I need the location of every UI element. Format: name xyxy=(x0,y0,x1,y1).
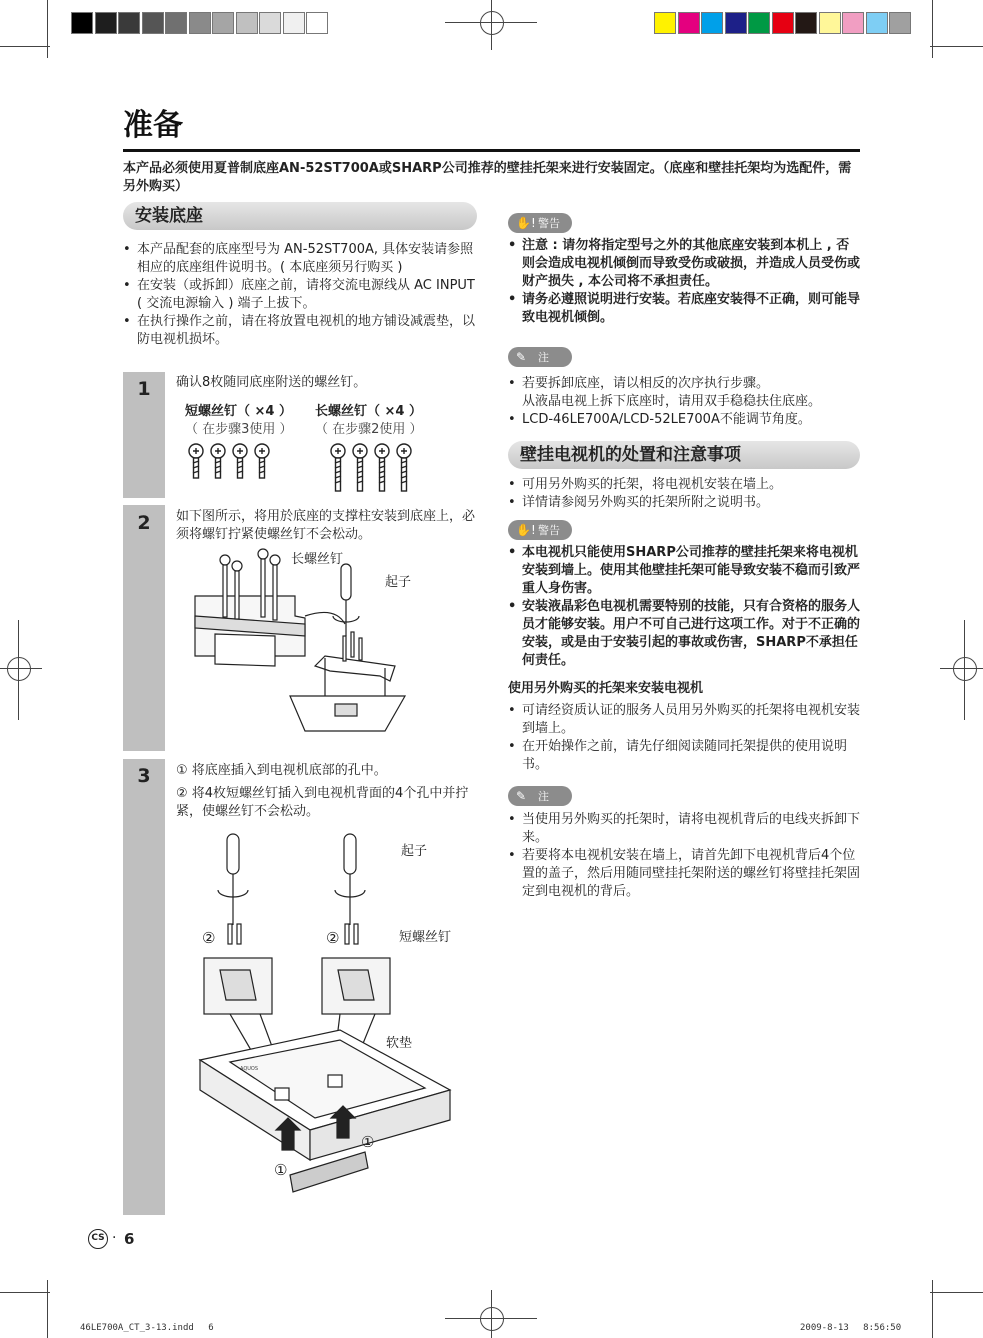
section-header-wall: 壁挂电视机的处置和注意事项 xyxy=(508,441,860,469)
stand-bullet: • 在安装（或拆卸）底座之前，请将交流电源线从 AC INPUT ( 交流电源输入 ) 端子上拔下。 xyxy=(123,277,475,313)
label-screwdriver: 起子 xyxy=(385,575,412,590)
label-short-screw: 短螺丝钉 xyxy=(399,930,452,945)
page-number: 6 xyxy=(124,1230,135,1248)
marker-1b: ① xyxy=(361,1133,375,1151)
gray-swatch xyxy=(306,12,328,34)
gray-swatch xyxy=(236,12,258,34)
long-screws-icon xyxy=(325,443,417,495)
note-1-list xyxy=(508,375,868,429)
color-swatch xyxy=(819,12,841,34)
gray-swatch xyxy=(95,12,117,34)
page-separator: · xyxy=(112,1230,117,1246)
step-3-number: 3 xyxy=(137,765,151,787)
gray-swatch xyxy=(212,12,234,34)
stand-bullet: • 本产品配套的底座型号为 AN-52ST700A, 具体安装请参照相应的底座组件说明书。( 本底座须另行购买 ) xyxy=(123,241,475,277)
warning-item: • 安装液晶彩色电视机需要特别的技能，只有合资格的服务人员才能够安装。用户不可自己进行这项工作。对于不正确的安装，或是由于安装引起的事故或伤害，SHARP不承担任何责任。 xyxy=(508,598,860,670)
step-3-sub-2: ② 将4枚短螺丝钉插入到电视机背面的4个孔中并拧紧，使螺丝钉不会松动。 xyxy=(176,786,469,819)
page-title: 准备 xyxy=(123,108,183,143)
title-rule xyxy=(123,149,860,152)
color-swatch xyxy=(748,12,770,34)
long-screw-title: 长螺丝钉（ ×4 ） xyxy=(315,404,422,419)
step-2-text: 如下图所示，将用於底座的支撑柱安装到底座上，必须将螺钉拧紧使螺丝钉不会松动。 xyxy=(176,509,476,542)
footer-timestamp: 2009-8-13 8:56:50 xyxy=(800,1323,902,1333)
step-2-number: 2 xyxy=(137,512,151,534)
gray-swatch xyxy=(259,12,281,34)
section-header-stand: 安装底座 xyxy=(123,202,477,230)
tv-brand-text: AQUOS xyxy=(240,1066,259,1072)
bracket-bullets xyxy=(508,702,860,774)
long-screw-sub: （ 在步骤2使用 ） xyxy=(315,422,423,437)
stand-bullet: • 在执行操作之前，请在将放置电视机的地方铺设减震垫，以防电视机损坏。 xyxy=(123,313,475,349)
note-badge-1: ✎ 注 xyxy=(508,347,572,367)
note-badge-2: ✎ 注 xyxy=(508,786,572,806)
bracket-bullet: • 可请经资质认证的服务人员用另外购买的托架将电视机安装到墙上。 xyxy=(508,702,860,738)
note-item: • 当使用另外购买的托架时，请将电视机背后的电线夹拆卸下来。 xyxy=(508,811,860,847)
language-badge: CS xyxy=(88,1229,108,1249)
intro-text: 本产品必须使用夏普制底座AN-52ST700A或SHARP公司推荐的壁挂托架来进行安装固定。（底座和壁挂托架均为选配件，需另外购买） xyxy=(123,161,852,194)
marker-1a: ① xyxy=(274,1161,288,1179)
color-swatch xyxy=(654,12,676,34)
color-swatch xyxy=(772,12,794,34)
marker-2b: ② xyxy=(326,929,340,947)
wall-bullet: • 可用另外购买的托架，将电视机安装在墙上。 xyxy=(508,476,860,494)
color-swatch xyxy=(795,12,817,34)
marker-2a: ② xyxy=(202,929,216,947)
color-swatch xyxy=(889,12,911,34)
color-swatch xyxy=(725,12,747,34)
subheading-bracket: 使用另外购买的托架来安装电视机 xyxy=(508,681,704,696)
warning-2-list xyxy=(508,544,860,670)
color-swatch xyxy=(842,12,864,34)
stand-bullets xyxy=(123,241,475,349)
tv-stand-mount-illustration xyxy=(190,830,460,1210)
note-item: • 若要将本电视机安装在墙上，请首先卸下电视机背后4个位置的盖子，然后用随同壁挂托架附送的螺丝钉将壁挂托架固定到电视机的背后。 xyxy=(508,847,860,901)
step-2-bar xyxy=(123,505,165,751)
color-swatch xyxy=(866,12,888,34)
label-pad: 软垫 xyxy=(386,1036,413,1051)
step-3-bar xyxy=(123,759,165,1215)
wall-bullets xyxy=(508,476,860,512)
gray-swatch xyxy=(189,12,211,34)
warning-item: • 注意 : 请勿将指定型号之外的其他底座安装到本机上 , 否则会造成电视机倾倒而导致受伤或破损，并造成人员受伤或财产损失 , 本公司将不承担责任。 xyxy=(508,237,860,291)
color-swatch xyxy=(701,12,723,34)
pencil-icon: ✎ xyxy=(516,350,527,364)
short-screw-sub: （ 在步骤3使用 ） xyxy=(185,422,293,437)
wall-bullet: • 详情请参阅另外购买的托架所附之说明书。 xyxy=(508,494,860,512)
note-2-list xyxy=(508,811,860,901)
gray-swatch xyxy=(283,12,305,34)
hand-warning-icon: ✋! xyxy=(516,523,536,537)
note-item: • 若要拆卸底座，请以相反的次序执行步骤。 xyxy=(508,375,868,393)
warning-item: • 本电视机只能使用SHARP公司推荐的壁挂托架来将电视机安装到墙上。使用其他壁挂托架可能导致安装不稳而引致严重人身伤害。 xyxy=(508,544,860,598)
step-1-number: 1 xyxy=(137,378,151,400)
warning-badge-1: ✋! 警告 xyxy=(508,213,572,233)
warning-1-list xyxy=(508,237,860,327)
note-item: • LCD-46LE700A/LCD-52LE700A不能调节角度。 xyxy=(508,411,868,429)
gray-swatch xyxy=(118,12,140,34)
gray-swatch xyxy=(71,12,93,34)
warning-item: • 请务必遵照说明进行安装。若底座安装得不正确，则可能导致电视机倾倒。 xyxy=(508,291,860,327)
hand-warning-icon: ✋! xyxy=(516,216,536,230)
label-long-screw: 长螺丝钉 xyxy=(291,552,344,567)
step-3-sub-1: ① 将底座插入到电视机底部的孔中。 xyxy=(176,763,387,778)
warning-badge-2: ✋! 警告 xyxy=(508,520,572,540)
gray-swatch xyxy=(142,12,164,34)
short-screw-title: 短螺丝钉（ ×4 ） xyxy=(185,404,292,419)
note-item-cont: 从液晶电视上拆下底座时，请用双手稳稳扶住底座。 xyxy=(522,394,822,409)
pencil-icon: ✎ xyxy=(516,789,527,803)
color-swatch xyxy=(678,12,700,34)
step-1-text: 确认8枚随同底座附送的螺丝钉。 xyxy=(176,375,367,390)
gray-swatch xyxy=(165,12,187,34)
footer-filename: 46LE700A_CT_3-13.indd 6 xyxy=(80,1323,214,1333)
short-screws-icon xyxy=(185,443,275,483)
bracket-bullet: • 在开始操作之前，请先仔细阅读随同托架提供的使用说明书。 xyxy=(508,738,860,774)
label-screwdriver-2: 起子 xyxy=(401,844,428,859)
